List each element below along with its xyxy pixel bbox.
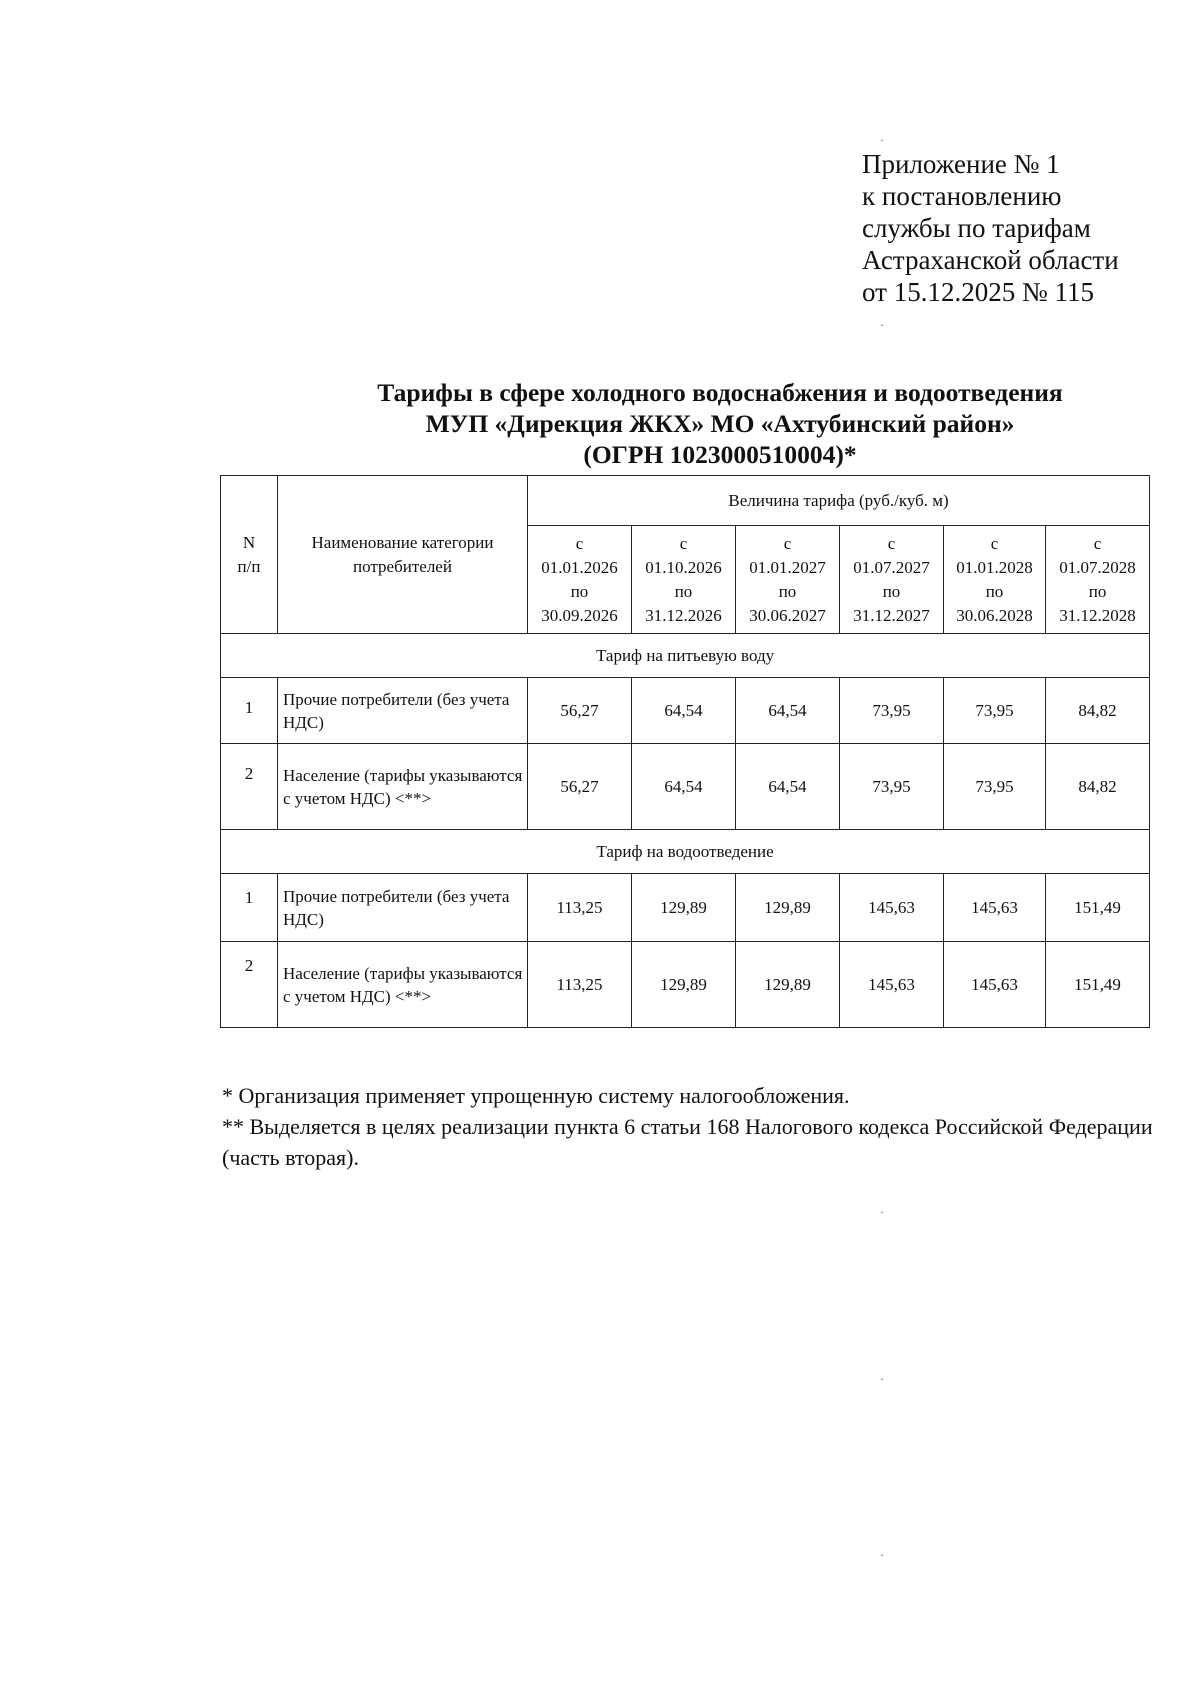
footnote-1: * Организация применяет упрощенную систему налогообложения. xyxy=(222,1083,850,1108)
period-to: 30.06.2028 xyxy=(956,605,1033,625)
period-header-cell xyxy=(632,526,736,634)
period-header-cell xyxy=(736,526,840,634)
scan-mark: · xyxy=(880,1205,884,1219)
scan-mark: · xyxy=(880,1548,884,1562)
period-from: 01.07.2028 xyxy=(1059,557,1136,577)
footnote-2: ** Выделяется в целях реализации пункта 6 статьи 168 Налогового кодекса Российской Федерации (часть вторая). xyxy=(222,1114,1153,1170)
tariff-value-cell: 145,63 xyxy=(944,942,1046,1028)
period-to-word: по xyxy=(570,581,589,601)
tariff-value-cell: 73,95 xyxy=(944,744,1046,830)
tariff-value-cell: 145,63 xyxy=(840,874,944,942)
table-row xyxy=(221,678,1150,744)
row-num: 1 xyxy=(221,874,278,942)
tariff-value-cell: 73,95 xyxy=(840,678,944,744)
period-from: 01.01.2027 xyxy=(749,557,826,577)
period-to: 31.12.2027 xyxy=(853,605,930,625)
table-row xyxy=(221,744,1150,830)
row-category: Население (тарифы указываются с учетом НДС) <**> xyxy=(278,942,528,1028)
row-num: 2 xyxy=(221,942,278,1028)
period-to-word: по xyxy=(674,581,693,601)
row-category: Население (тарифы указываются с учетом НДС) <**> xyxy=(278,744,528,830)
row-category: Прочие потребители (без учета НДС) xyxy=(278,678,528,744)
tariff-value-cell: 129,89 xyxy=(736,874,840,942)
tariff-value-cell: 129,89 xyxy=(736,942,840,1028)
period-from: 01.01.2026 xyxy=(541,557,618,577)
period-from: 01.10.2026 xyxy=(645,557,722,577)
tariff-value-cell: 56,27 xyxy=(528,678,632,744)
tariff-group-header: Величина тарифа (руб./куб. м) xyxy=(528,476,1150,526)
scan-mark: · xyxy=(880,133,884,147)
section-title: Тариф на питьевую воду xyxy=(221,634,1150,678)
tariff-value-cell: 113,25 xyxy=(528,942,632,1028)
tariff-value-cell: 73,95 xyxy=(840,744,944,830)
period-header-cell xyxy=(1046,526,1150,634)
tariff-value-cell: 56,27 xyxy=(528,744,632,830)
period-header-cell xyxy=(840,526,944,634)
period-to: 31.12.2026 xyxy=(645,605,722,625)
appendix-block xyxy=(862,148,1119,308)
appendix-line: Астраханской области xyxy=(862,245,1119,275)
appendix-line: от 15.12.2025 № 115 xyxy=(862,277,1094,307)
period-to-word: по xyxy=(985,581,1004,601)
tariff-value-cell: 129,89 xyxy=(632,942,736,1028)
appendix-line: к постановлению xyxy=(862,181,1062,211)
table-row xyxy=(221,942,1150,1028)
scan-mark: · xyxy=(880,1372,884,1386)
period-to: 30.09.2026 xyxy=(541,605,618,625)
tariff-value-cell: 64,54 xyxy=(632,678,736,744)
tariff-value-cell: 151,49 xyxy=(1046,874,1150,942)
title-line: Тарифы в сфере холодного водоснабжения и водоотведения xyxy=(377,378,1063,407)
tariff-value-cell: 64,54 xyxy=(736,744,840,830)
period-from: 01.07.2027 xyxy=(853,557,930,577)
section-title: Тариф на водоотведение xyxy=(221,830,1150,874)
period-header-cell xyxy=(944,526,1046,634)
period-to: 31.12.2028 xyxy=(1059,605,1136,625)
period-from-word: с xyxy=(887,533,896,553)
tariff-value-cell: 129,89 xyxy=(632,874,736,942)
tariff-value-cell: 84,82 xyxy=(1046,744,1150,830)
appendix-line: Приложение № 1 xyxy=(862,149,1060,179)
period-from-word: с xyxy=(1093,533,1102,553)
period-from-word: с xyxy=(990,533,999,553)
tariff-value-cell: 145,63 xyxy=(840,942,944,1028)
tariff-value-cell: 145,63 xyxy=(944,874,1046,942)
footnotes xyxy=(222,1080,1162,1173)
scan-mark: · xyxy=(880,318,884,332)
header-num-cell: N п/п xyxy=(221,476,278,634)
period-to-word: по xyxy=(882,581,901,601)
period-from-word: с xyxy=(783,533,792,553)
row-num: 2 xyxy=(221,744,278,830)
title-line: (ОГРН 1023000510004)* xyxy=(583,440,857,469)
sections-body xyxy=(221,634,1150,1028)
tariff-value-cell: 113,25 xyxy=(528,874,632,942)
tariff-table xyxy=(220,475,1150,1028)
row-num: 1 xyxy=(221,678,278,744)
title-line: МУП «Дирекция ЖКХ» МО «Ахтубинский район» xyxy=(425,409,1015,438)
tariff-value-cell: 64,54 xyxy=(632,744,736,830)
period-to: 30.06.2027 xyxy=(749,605,826,625)
period-from-word: с xyxy=(575,533,584,553)
appendix-line: службы по тарифам xyxy=(862,213,1091,243)
period-to-word: по xyxy=(778,581,797,601)
row-category: Прочие потребители (без учета НДС) xyxy=(278,874,528,942)
tariff-value-cell: 84,82 xyxy=(1046,678,1150,744)
header-name-cell: Наименование категории потребителей xyxy=(278,476,528,634)
section-header-row xyxy=(221,830,1150,874)
document-title xyxy=(200,377,1200,470)
tariff-value-cell: 151,49 xyxy=(1046,942,1150,1028)
table-row xyxy=(221,874,1150,942)
period-from-word: с xyxy=(679,533,688,553)
tariff-value-cell: 73,95 xyxy=(944,678,1046,744)
section-header-row xyxy=(221,634,1150,678)
tariff-value-cell: 64,54 xyxy=(736,678,840,744)
period-header-cell xyxy=(528,526,632,634)
period-from: 01.01.2028 xyxy=(956,557,1033,577)
period-to-word: по xyxy=(1088,581,1107,601)
